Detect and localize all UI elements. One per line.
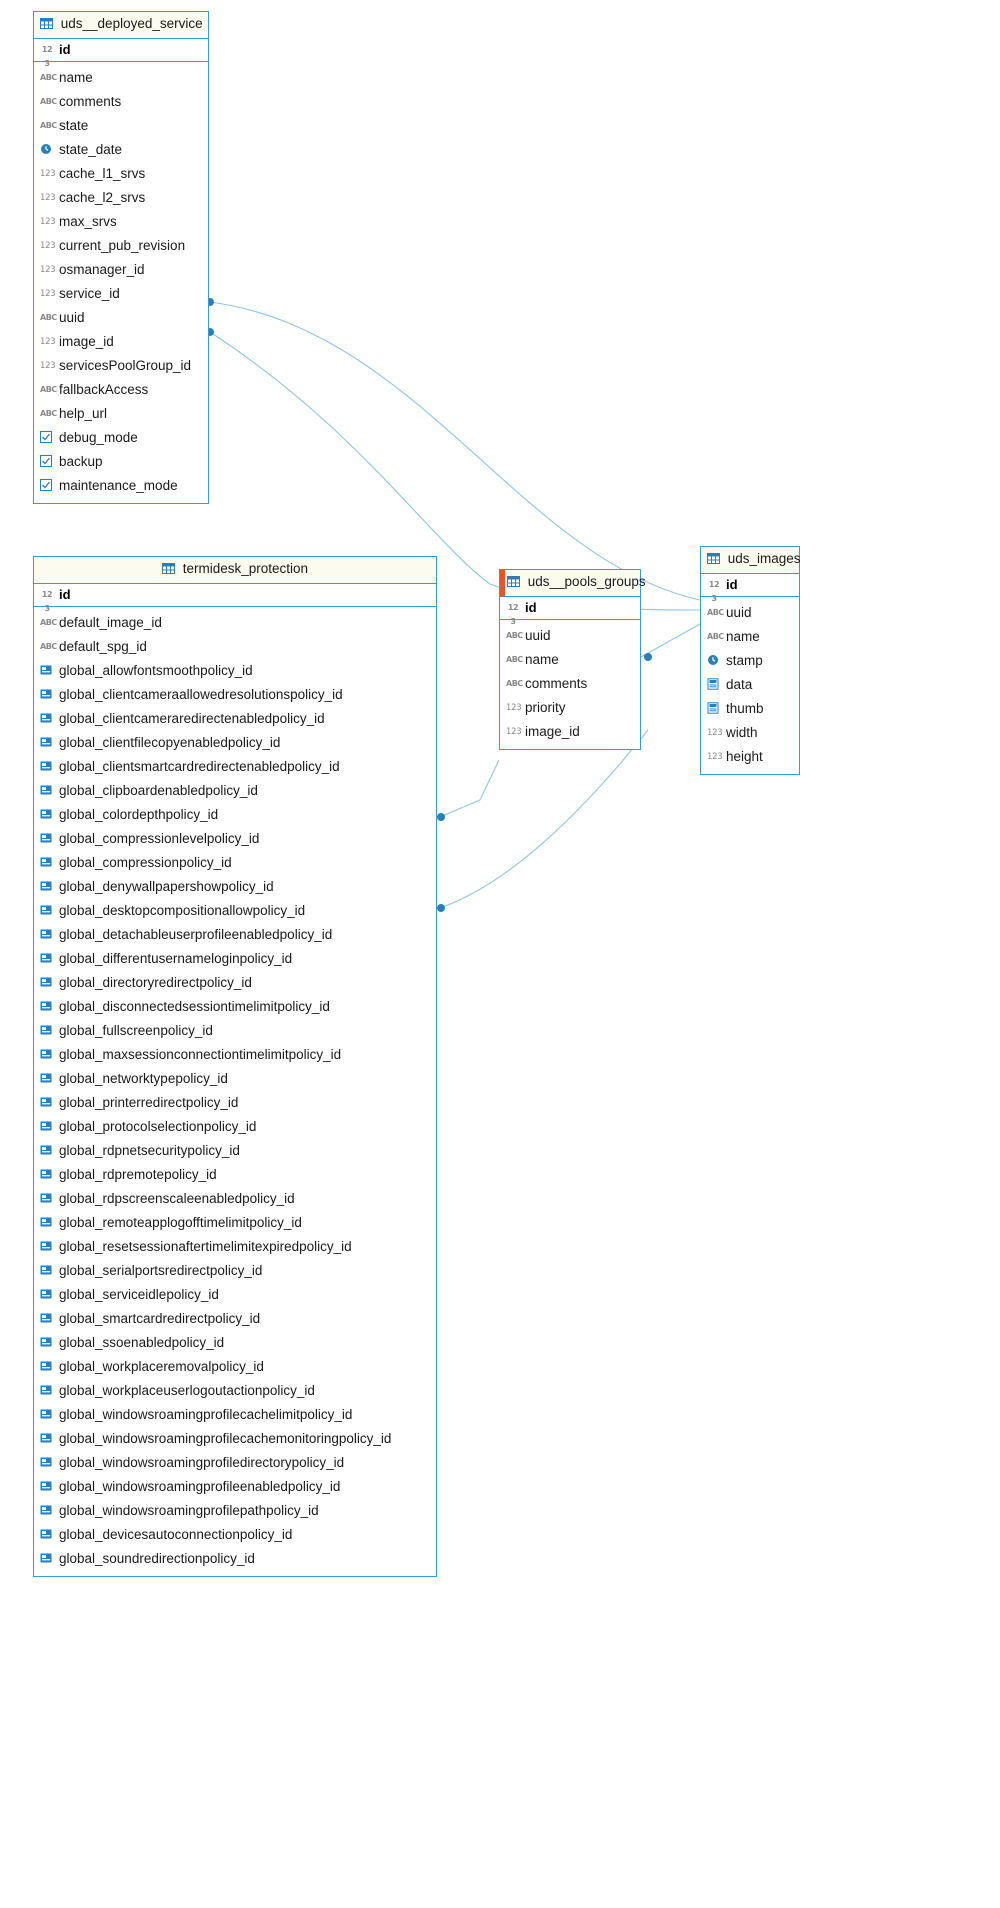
table-title: uds__deployed_service bbox=[60, 16, 203, 31]
clock-icon bbox=[40, 143, 54, 157]
table-row[interactable] bbox=[34, 210, 208, 234]
123-icon: 123 bbox=[40, 241, 56, 251]
fk-icon bbox=[40, 1144, 54, 1158]
column-name: global_devicesautoconnectionpolicy_id bbox=[59, 1527, 293, 1542]
table-header[interactable] bbox=[34, 557, 436, 584]
abc-icon: ABC bbox=[40, 385, 57, 394]
fk-icon bbox=[40, 1000, 54, 1014]
table-row[interactable] bbox=[500, 672, 640, 696]
column-name: cache_l1_srvs bbox=[59, 166, 146, 181]
column-name: global_windowsroamingprofiledirectorypolicy_id bbox=[59, 1455, 345, 1470]
column-name: global_detachableuserprofileenabledpolicy_id bbox=[59, 927, 333, 942]
table-row[interactable] bbox=[34, 330, 208, 354]
column-primary-key[interactable] bbox=[34, 584, 436, 613]
fk-icon bbox=[40, 1384, 54, 1398]
table-row[interactable] bbox=[500, 648, 640, 672]
fk-icon bbox=[40, 1528, 54, 1542]
fk-icon bbox=[40, 808, 54, 822]
table-row[interactable] bbox=[34, 1331, 436, 1355]
abc-icon: ABC bbox=[506, 655, 523, 664]
table-row[interactable] bbox=[34, 1451, 436, 1475]
column-list bbox=[34, 607, 436, 1576]
column-name: image_id bbox=[59, 334, 114, 349]
table-row[interactable] bbox=[701, 649, 799, 673]
column-name: global_protocolselectionpolicy_id bbox=[59, 1119, 257, 1134]
column-name: global_rdpnetsecuritypolicy_id bbox=[59, 1143, 240, 1158]
table-row[interactable] bbox=[34, 1163, 436, 1187]
column-name: uuid bbox=[525, 628, 551, 643]
column-name: default_spg_id bbox=[59, 639, 147, 654]
column-name: global_clientcameraredirectenabledpolicy_id bbox=[59, 711, 325, 726]
table-row[interactable] bbox=[34, 282, 208, 306]
abc-icon: ABC bbox=[40, 97, 57, 106]
column-list bbox=[34, 62, 208, 503]
table-title: termidesk_protection bbox=[182, 561, 309, 576]
column-name: global_serialportsredirectpolicy_id bbox=[59, 1263, 263, 1278]
column-name: global_workplaceremovalpolicy_id bbox=[59, 1359, 264, 1374]
column-name: comments bbox=[59, 94, 122, 109]
table-row[interactable] bbox=[34, 731, 436, 755]
column-name: global_differentusernameloginpolicy_id bbox=[59, 951, 293, 966]
table-row[interactable] bbox=[34, 971, 436, 995]
table-row[interactable] bbox=[34, 659, 436, 683]
table-header[interactable] bbox=[34, 12, 208, 39]
column-name: width bbox=[726, 725, 758, 740]
column-name: global_clientfilecopyenabledpolicy_id bbox=[59, 735, 281, 750]
table-row[interactable] bbox=[34, 1259, 436, 1283]
table-header[interactable] bbox=[701, 547, 799, 574]
fk-icon bbox=[40, 1552, 54, 1566]
fk-icon bbox=[40, 1456, 54, 1470]
column-name: stamp bbox=[726, 653, 763, 668]
column-name: state_date bbox=[59, 142, 123, 157]
column-name: fallbackAccess bbox=[59, 382, 149, 397]
abc-icon: ABC bbox=[707, 632, 724, 641]
table-icon bbox=[507, 575, 520, 591]
table-row[interactable] bbox=[34, 1499, 436, 1523]
column-name: id bbox=[59, 42, 71, 57]
table-row[interactable] bbox=[34, 66, 208, 90]
123-icon: 123 bbox=[506, 703, 522, 713]
table-icon bbox=[707, 552, 720, 568]
fk-icon bbox=[40, 1168, 54, 1182]
table-row[interactable] bbox=[34, 779, 436, 803]
table-row[interactable] bbox=[34, 474, 208, 498]
column-name: global_serviceidlepolicy_id bbox=[59, 1287, 219, 1302]
table-row[interactable] bbox=[701, 721, 799, 745]
column-name: thumb bbox=[726, 701, 764, 716]
column-name: global_workplaceuserlogoutactionpolicy_id bbox=[59, 1383, 315, 1398]
table-row[interactable] bbox=[34, 1283, 436, 1307]
fk-icon bbox=[40, 712, 54, 726]
table-row[interactable] bbox=[34, 162, 208, 186]
pk-123-icon: 1​2​3 bbox=[41, 589, 53, 613]
fk-icon bbox=[40, 1288, 54, 1302]
table-row[interactable] bbox=[34, 306, 208, 330]
fk-icon bbox=[40, 784, 54, 798]
column-name: default_image_id bbox=[59, 615, 162, 630]
table-row[interactable] bbox=[34, 1091, 436, 1115]
abc-icon: ABC bbox=[40, 313, 57, 322]
table-row[interactable] bbox=[34, 923, 436, 947]
123-icon: 123 bbox=[40, 265, 56, 275]
table-row[interactable] bbox=[34, 234, 208, 258]
table-row[interactable] bbox=[500, 720, 640, 744]
column-name: global_compressionlevelpolicy_id bbox=[59, 831, 260, 846]
column-name: global_windowsroamingprofilepathpolicy_id bbox=[59, 1503, 319, 1518]
table-uds-images[interactable] bbox=[700, 546, 800, 775]
checkbox-icon bbox=[40, 455, 54, 469]
table-row[interactable] bbox=[34, 258, 208, 282]
column-name: global_disconnectedsessiontimelimitpolicy_id bbox=[59, 999, 330, 1014]
fk-icon bbox=[40, 880, 54, 894]
fk-icon bbox=[40, 856, 54, 870]
table-row[interactable] bbox=[34, 1427, 436, 1451]
fk-icon bbox=[40, 1504, 54, 1518]
table-row[interactable] bbox=[34, 1235, 436, 1259]
fk-icon bbox=[40, 904, 54, 918]
table-title: uds__pools_groups bbox=[527, 574, 646, 589]
123-icon: 123 bbox=[40, 337, 56, 347]
column-name: global_networktypepolicy_id bbox=[59, 1071, 228, 1086]
column-name: uuid bbox=[726, 605, 752, 620]
123-icon: 123 bbox=[707, 752, 723, 762]
123-icon: 123 bbox=[40, 193, 56, 203]
fk-icon bbox=[40, 1192, 54, 1206]
table-row[interactable] bbox=[34, 1043, 436, 1067]
table-row[interactable] bbox=[34, 378, 208, 402]
column-name: global_resetsessionaftertimelimitexpiredpolicy_id bbox=[59, 1239, 352, 1254]
table-row[interactable] bbox=[34, 186, 208, 210]
fk-icon bbox=[40, 688, 54, 702]
table-row[interactable] bbox=[701, 625, 799, 649]
column-name: global_smartcardredirectpolicy_id bbox=[59, 1311, 261, 1326]
table-row[interactable] bbox=[34, 611, 436, 635]
fk-icon bbox=[40, 1216, 54, 1230]
table-icon bbox=[40, 17, 53, 33]
table-row[interactable] bbox=[34, 114, 208, 138]
table-row[interactable] bbox=[34, 90, 208, 114]
fk-icon bbox=[40, 976, 54, 990]
fk-icon bbox=[40, 1408, 54, 1422]
table-row[interactable] bbox=[701, 697, 799, 721]
table-icon bbox=[162, 562, 175, 578]
column-name: max_srvs bbox=[59, 214, 117, 229]
123-icon: 123 bbox=[707, 728, 723, 738]
column-name: global_windowsroamingprofileenabledpolicy_id bbox=[59, 1479, 341, 1494]
column-name: global_clientsmartcardredirectenabledpolicy_id bbox=[59, 759, 340, 774]
column-name: global_compressionpolicy_id bbox=[59, 855, 232, 870]
table-row[interactable] bbox=[34, 755, 436, 779]
fk-icon bbox=[40, 928, 54, 942]
column-name: debug_mode bbox=[59, 430, 138, 445]
column-name: help_url bbox=[59, 406, 108, 421]
blob-icon bbox=[707, 678, 721, 692]
abc-icon: ABC bbox=[707, 608, 724, 617]
table-row[interactable] bbox=[500, 696, 640, 720]
123-icon: 123 bbox=[506, 727, 522, 737]
123-icon: 123 bbox=[40, 289, 56, 299]
fk-icon bbox=[40, 1432, 54, 1446]
abc-icon: ABC bbox=[40, 618, 57, 627]
column-name: service_id bbox=[59, 286, 120, 301]
column-primary-key[interactable] bbox=[500, 597, 640, 626]
column-name: global_colordepthpolicy_id bbox=[59, 807, 219, 822]
column-name: data bbox=[726, 677, 753, 692]
fk-icon bbox=[40, 760, 54, 774]
column-name: global_soundredirectionpolicy_id bbox=[59, 1551, 255, 1566]
table-row[interactable] bbox=[500, 624, 640, 648]
checkbox-icon bbox=[40, 479, 54, 493]
fk-icon bbox=[40, 1240, 54, 1254]
table-row[interactable] bbox=[34, 851, 436, 875]
column-name: priority bbox=[525, 700, 566, 715]
column-name: id bbox=[726, 577, 738, 592]
column-name: height bbox=[726, 749, 763, 764]
column-name: id bbox=[59, 587, 71, 602]
table-row[interactable] bbox=[34, 1211, 436, 1235]
column-name: global_allowfontsmoothpolicy_id bbox=[59, 663, 253, 678]
fk-icon bbox=[40, 736, 54, 750]
table-uds-pools-groups[interactable] bbox=[499, 569, 646, 750]
table-row[interactable] bbox=[34, 1547, 436, 1571]
column-primary-key[interactable] bbox=[34, 39, 208, 68]
column-name: global_fullscreenpolicy_id bbox=[59, 1023, 213, 1038]
table-row[interactable] bbox=[34, 450, 208, 474]
table-row[interactable] bbox=[701, 745, 799, 769]
table-header[interactable] bbox=[500, 570, 646, 597]
table-row[interactable] bbox=[34, 827, 436, 851]
column-name: current_pub_revision bbox=[59, 238, 186, 253]
pk-123-icon: 1​2​3 bbox=[41, 44, 53, 68]
fk-icon bbox=[40, 952, 54, 966]
column-name: backup bbox=[59, 454, 103, 469]
column-name: global_maxsessionconnectiontimelimitpolicy_id bbox=[59, 1047, 342, 1062]
blob-icon bbox=[707, 702, 721, 716]
column-name: global_rdpremotepolicy_id bbox=[59, 1167, 217, 1182]
clock-icon bbox=[707, 654, 721, 668]
table-row[interactable] bbox=[34, 1403, 436, 1427]
column-name: cache_l2_srvs bbox=[59, 190, 146, 205]
abc-icon: ABC bbox=[506, 679, 523, 688]
fk-icon bbox=[40, 832, 54, 846]
fk-icon bbox=[40, 1120, 54, 1134]
column-name: id bbox=[525, 600, 537, 615]
column-name: maintenance_mode bbox=[59, 478, 178, 493]
fk-icon bbox=[40, 1480, 54, 1494]
column-name: name bbox=[59, 70, 93, 85]
column-primary-key[interactable] bbox=[701, 574, 799, 603]
table-row[interactable] bbox=[34, 1355, 436, 1379]
column-name: global_rdpscreenscaleenabledpolicy_id bbox=[59, 1191, 295, 1206]
column-name: global_printerredirectpolicy_id bbox=[59, 1095, 239, 1110]
abc-icon: ABC bbox=[40, 409, 57, 418]
table-row[interactable] bbox=[34, 1019, 436, 1043]
123-icon: 123 bbox=[40, 169, 56, 179]
column-list bbox=[701, 597, 799, 774]
table-row[interactable] bbox=[34, 899, 436, 923]
table-row[interactable] bbox=[701, 673, 799, 697]
column-name: global_directoryredirectpolicy_id bbox=[59, 975, 252, 990]
table-row[interactable] bbox=[34, 803, 436, 827]
column-name: comments bbox=[525, 676, 588, 691]
column-name: global_clientcameraallowedresolutionspolicy_id bbox=[59, 687, 343, 702]
checkbox-icon bbox=[40, 431, 54, 445]
table-row[interactable] bbox=[34, 947, 436, 971]
abc-icon: ABC bbox=[40, 73, 57, 82]
fk-icon bbox=[40, 1096, 54, 1110]
column-name: name bbox=[525, 652, 559, 667]
fk-icon bbox=[40, 1312, 54, 1326]
column-name: image_id bbox=[525, 724, 580, 739]
column-name: state bbox=[59, 118, 89, 133]
fk-icon bbox=[40, 1048, 54, 1062]
column-name: osmanager_id bbox=[59, 262, 145, 277]
pk-123-icon: 1​2​3 bbox=[708, 579, 720, 603]
table-row[interactable] bbox=[34, 354, 208, 378]
abc-icon: ABC bbox=[506, 631, 523, 640]
table-row[interactable] bbox=[34, 635, 436, 659]
table-row[interactable] bbox=[34, 1475, 436, 1499]
abc-icon: ABC bbox=[40, 642, 57, 651]
column-name: global_windowsroamingprofilecachelimitpolicy_id bbox=[59, 1407, 353, 1422]
table-row[interactable] bbox=[34, 683, 436, 707]
fk-icon bbox=[40, 1072, 54, 1086]
table-title: uds_images bbox=[727, 551, 801, 566]
fk-icon bbox=[40, 1336, 54, 1350]
table-row[interactable] bbox=[34, 1523, 436, 1547]
column-name: uuid bbox=[59, 310, 85, 325]
table-row[interactable] bbox=[34, 1067, 436, 1091]
fk-icon bbox=[40, 1024, 54, 1038]
fk-icon bbox=[40, 664, 54, 678]
column-list bbox=[500, 620, 640, 749]
column-name: global_clipboardenabledpolicy_id bbox=[59, 783, 258, 798]
table-row[interactable] bbox=[34, 1187, 436, 1211]
table-uds-deployed-service[interactable] bbox=[33, 11, 209, 504]
column-name: global_denywallpapershowpolicy_id bbox=[59, 879, 274, 894]
table-row[interactable] bbox=[34, 1307, 436, 1331]
column-name: global_windowsroamingprofilecachemonitoringpolicy_id bbox=[59, 1431, 392, 1446]
table-row[interactable] bbox=[34, 402, 208, 426]
abc-icon: ABC bbox=[40, 121, 57, 130]
column-name: global_ssoenabledpolicy_id bbox=[59, 1335, 225, 1350]
table-row[interactable] bbox=[34, 138, 208, 162]
table-row[interactable] bbox=[34, 995, 436, 1019]
123-icon: 123 bbox=[40, 361, 56, 371]
table-termidesk-protection[interactable] bbox=[33, 556, 437, 1577]
column-name: name bbox=[726, 629, 760, 644]
column-name: servicesPoolGroup_id bbox=[59, 358, 192, 373]
column-name: global_remoteapplogofftimelimitpolicy_id bbox=[59, 1215, 302, 1230]
table-row[interactable] bbox=[34, 1379, 436, 1403]
fk-icon bbox=[40, 1264, 54, 1278]
fk-icon bbox=[40, 1360, 54, 1374]
pk-123-icon: 1​2​3 bbox=[507, 602, 519, 626]
table-row[interactable] bbox=[34, 426, 208, 450]
table-row[interactable] bbox=[34, 1139, 436, 1163]
table-row[interactable] bbox=[34, 707, 436, 731]
table-row[interactable] bbox=[34, 1115, 436, 1139]
column-name: global_desktopcompositionallowpolicy_id bbox=[59, 903, 306, 918]
123-icon: 123 bbox=[40, 217, 56, 227]
table-row[interactable] bbox=[34, 875, 436, 899]
